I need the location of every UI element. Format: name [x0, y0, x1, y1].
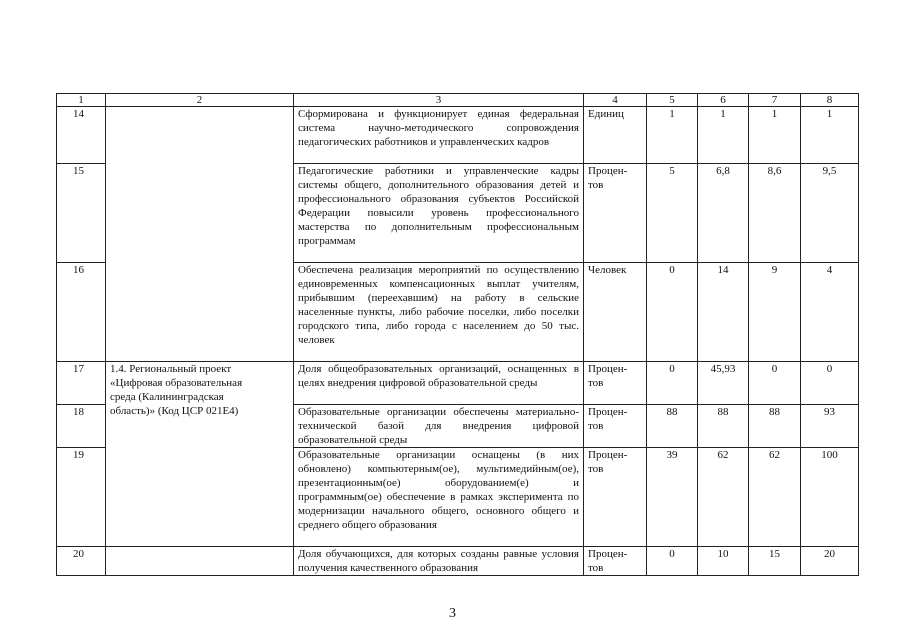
unit-cell: Процен-тов: [584, 362, 647, 405]
value-8: 1: [801, 107, 859, 164]
unit-cell: Человек: [584, 263, 647, 362]
value-5: 88: [647, 405, 698, 448]
row-number: 15: [57, 164, 106, 263]
value-7: 88: [749, 405, 801, 448]
value-7: 15: [749, 547, 801, 576]
col-header-3: 3: [294, 94, 584, 107]
table-row: [57, 362, 859, 405]
value-7: 0: [749, 362, 801, 405]
indicator-text: Доля общеобразовательных организаций, оснащенных в целях внедрения цифровой образовательной среды: [294, 362, 584, 405]
unit-cell: Единиц: [584, 107, 647, 164]
value-8: 100: [801, 448, 859, 547]
header-row: [57, 94, 859, 107]
value-8: 9,5: [801, 164, 859, 263]
unit-cell: Процен-тов: [584, 164, 647, 263]
indicator-text: Педагогические работники и управленческие кадры системы общего, дополнительного образования детей и профессионального образования субъектов Российской Федерации повысили уровень профессионального мастерства по дополнительным профессиональным программам: [294, 164, 584, 263]
value-7: 9: [749, 263, 801, 362]
value-5: 0: [647, 263, 698, 362]
col-header-1: 1: [57, 94, 106, 107]
value-7: 1: [749, 107, 801, 164]
table-row: [57, 547, 859, 576]
col-header-4: 4: [584, 94, 647, 107]
value-6: 45,93: [698, 362, 749, 405]
value-6: 1: [698, 107, 749, 164]
page-number: 3: [449, 606, 456, 621]
value-5: 5: [647, 164, 698, 263]
value-8: 20: [801, 547, 859, 576]
value-6: 10: [698, 547, 749, 576]
unit-cell: Процен-тов: [584, 547, 647, 576]
row-number: 17: [57, 362, 106, 405]
project-cell-empty: [106, 547, 294, 576]
indicator-text: Обеспечена реализация мероприятий по осуществлению единовременных компенсационных выплат учителям, прибывшим (переехавшим) на работу в сельские населенные пункты, либо рабочие поселки, либо поселки городского типа, либо города с населением до 50 тыс. человек: [294, 263, 584, 362]
unit-cell: Процен-тов: [584, 448, 647, 547]
value-8: 93: [801, 405, 859, 448]
value-6: 14: [698, 263, 749, 362]
col-header-8: 8: [801, 94, 859, 107]
value-5: 1: [647, 107, 698, 164]
value-6: 88: [698, 405, 749, 448]
value-7: 62: [749, 448, 801, 547]
value-5: 0: [647, 547, 698, 576]
col-header-7: 7: [749, 94, 801, 107]
col-header-5: 5: [647, 94, 698, 107]
value-7: 8,6: [749, 164, 801, 263]
unit-cell: Процен-тов: [584, 405, 647, 448]
value-8: 4: [801, 263, 859, 362]
row-number: 20: [57, 547, 106, 576]
row-number: 18: [57, 405, 106, 448]
col-header-6: 6: [698, 94, 749, 107]
value-5: 0: [647, 362, 698, 405]
project-cell-empty: [106, 107, 294, 362]
col-header-2: 2: [106, 94, 294, 107]
indicator-text: Доля обучающихся, для которых созданы равные условия получения качественного образования: [294, 547, 584, 576]
row-number: 19: [57, 448, 106, 547]
indicators-table: [56, 93, 859, 576]
table-row: [57, 107, 859, 164]
value-8: 0: [801, 362, 859, 405]
value-5: 39: [647, 448, 698, 547]
row-number: 16: [57, 263, 106, 362]
indicator-text: Образовательные организации оснащены (в них обновлено) компьютерным(ое), мультимедийным(ое), презентационным(ое) оборудованием(е) и программным(ое) обеспечение в рамках эксперимента по модернизации начального общего, основного общего и среднего общего образования: [294, 448, 584, 547]
value-6: 6,8: [698, 164, 749, 263]
indicator-text: Образовательные организации обеспечены материально-технической базой для внедрения цифровой образовательной среды: [294, 405, 584, 448]
value-6: 62: [698, 448, 749, 547]
indicator-text: Сформирована и функционирует единая федеральная система научно-методического сопровождения педагогических работников и управленческих кадров: [294, 107, 584, 164]
regional-project-cell: 1.4. Региональный проект «Цифровая образовательная среда (Калининградская область)» (Код ЦСР 021Е4): [106, 362, 294, 547]
row-number: 14: [57, 107, 106, 164]
